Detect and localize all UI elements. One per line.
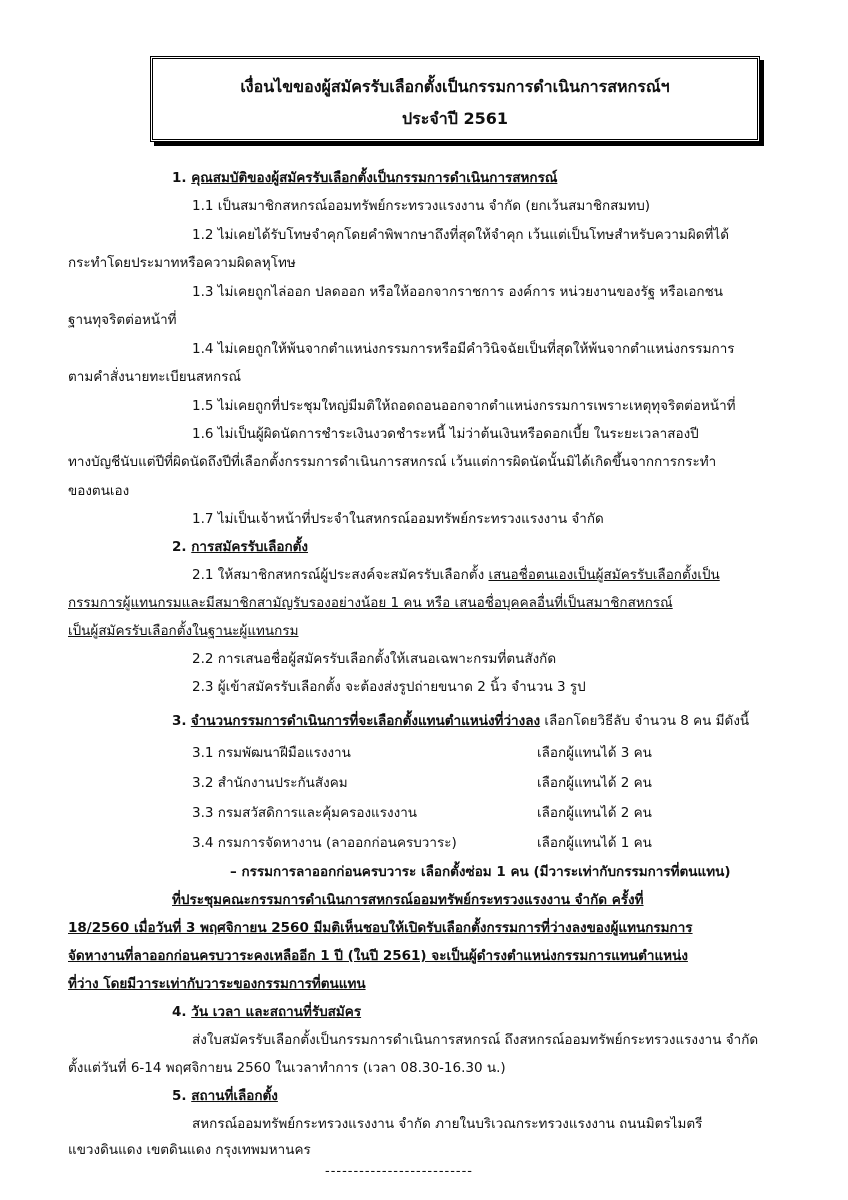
section-5-heading: 5. สถานที่เลือกตั้ง — [172, 1088, 278, 1104]
document-year: ประจำปี 2561 — [402, 109, 508, 128]
title-box — [150, 56, 760, 142]
resolution-line-3: จัดหางานที่ลาออกก่อนครบวาระคงเหลืออีก 1 ปี (ในปี 2561) จะเป็นผู้ดำรงตำแหน่งกรรมการแทนตำแหน่ง — [68, 948, 688, 964]
section-3-heading: 3. จำนวนกรรมการดำเนินการที่จะเลือกตั้งแทนตำแหน่งที่ว่างลง เลือกโดยวิธีลับ จำนวน 8 คน มีดังนี้ — [172, 713, 750, 729]
item-2-1-cont2: เป็นผู้สมัครรับเลือกตั้งในฐานะผู้แทนกรม — [68, 623, 299, 639]
document-title: เงื่อนไขของผู้สมัครรับเลือกตั้งเป็นกรรมการดำเนินการสหกรณ์ฯ — [240, 77, 670, 96]
item-2-1-cont: กรรมการผู้แทนกรมและมีสมาชิกสามัญรับรองอย่างน้อย 1 คน หรือ เสนอชื่อบุคคลอื่นที่เป็นสมาชิกสหกรณ์ — [68, 595, 673, 611]
quota-row-label: 3.2 สำนักงานประกันสังคม — [192, 775, 348, 791]
item-1-6-cont: ทางบัญชีนับแต่ปีที่ผิดนัดถึงปีที่เลือกตั้งกรรมการดำเนินการสหกรณ์ เว้นแต่การผิดนัดนั้นมิได้เกิดขึ้นจากการกระทำ — [68, 454, 717, 470]
item-1-5: 1.5 ไม่เคยถูกที่ประชุมใหญ่มีมติให้ถอดถอนออกจากตำแหน่งกรรมการเพราะเหตุทุจริตต่อหน้าที่ — [192, 398, 736, 414]
resolution-line-1: ที่ประชุมคณะกรรมการดำเนินการสหกรณ์ออมทรัพย์กระทรวงแรงงาน จำกัด ครั้งที่ — [172, 892, 644, 908]
venue-line-1: สหกรณ์ออมทรัพย์กระทรวงแรงงาน จำกัด ภายในบริเวณกระทรวงแรงงาน ถนนมิตรไมตรี — [192, 1116, 703, 1132]
item-2-2: 2.2 การเสนอชื่อผู้สมัครรับเลือกตั้งให้เสนอเฉพาะกรมที่ตนสังกัด — [192, 651, 557, 667]
application-line-2: ตั้งแต่วันที่ 6-14 พฤศจิกายน 2560 ในเวลาทำการ (เวลา 08.30-16.30 น.) — [68, 1060, 506, 1076]
item-1-1: 1.1 เป็นสมาชิกสหกรณ์ออมทรัพย์กระทรวงแรงงาน จำกัด (ยกเว้นสมาชิกสมทบ) — [192, 198, 651, 214]
quota-row-value: เลือกผู้แทนได้ 1 คน — [537, 835, 652, 851]
item-1-3: 1.3 ไม่เคยถูกไล่ออก ปลดออก หรือให้ออกจากราชการ องค์การ หน่วยงานของรัฐ หรือเอกชน — [192, 284, 723, 300]
resolution-line-2: 18/2560 เมื่อวันที่ 3 พฤศจิกายน 2560 มีมติเห็นชอบให้เปิดรับเลือกตั้งกรรมการที่ว่างลงของผู้แทนกรมการ — [68, 920, 693, 936]
application-line-1: ส่งใบสมัครรับเลือกตั้งเป็นกรรมการดำเนินการสหกรณ์ ถึงสหกรณ์ออมทรัพย์กระทรวงแรงงาน จำกัด — [192, 1032, 759, 1048]
item-1-7: 1.7 ไม่เป็นเจ้าหน้าที่ประจำในสหกรณ์ออมทรัพย์กระทรวงแรงงาน จำกัด — [192, 511, 604, 527]
section-3-title: จำนวนกรรมการดำเนินการที่จะเลือกตั้งแทนตำแหน่งที่ว่างลง — [190, 713, 541, 729]
item-1-4-cont: ตามคำสั่งนายทะเบียนสหกรณ์ — [68, 369, 241, 385]
venue-line-2: แขวงดินแดง เขตดินแดง กรุงเทพมหานคร — [68, 1142, 311, 1158]
quota-row-value: เลือกผู้แทนได้ 3 คน — [537, 745, 652, 761]
section-2-title: การสมัครรับเลือกตั้ง — [191, 539, 309, 555]
quota-row-value: เลือกผู้แทนได้ 2 คน — [537, 805, 652, 821]
section-4-title: วัน เวลา และสถานที่รับสมัคร — [191, 1004, 362, 1020]
quota-row-label: 3.3 กรมสวัสดิการและคุ้มครองแรงงาน — [192, 805, 417, 821]
item-1-3-cont: ฐานทุจริตต่อหน้าที่ — [68, 312, 177, 328]
quota-row-value: เลือกผู้แทนได้ 2 คน — [537, 775, 652, 791]
quota-row-label: 3.4 กรมการจัดหางาน (ลาออกก่อนครบวาระ) — [192, 835, 457, 851]
quota-row-label: 3.1 กรมพัฒนาฝีมือแรงงาน — [192, 745, 351, 761]
item-2-1: 2.1 ให้สมาชิกสหกรณ์ผู้ประสงค์จะสมัครรับเลือกตั้ง เสนอชื่อตนเองเป็นผู้สมัครรับเลือกตั้งเป็น — [192, 567, 720, 583]
item-1-6: 1.6 ไม่เป็นผู้ผิดนัดการชำระเงินงวดชำระหนี้ ไม่ว่าต้นเงินหรือดอกเบี้ย ในระยะเวลาสองปี — [192, 426, 699, 442]
section-4-heading: 4. วัน เวลา และสถานที่รับสมัคร — [172, 1004, 362, 1020]
item-1-4: 1.4 ไม่เคยถูกให้พ้นจากตำแหน่งกรรมการหรือมีคำวินิจฉัยเป็นที่สุดให้พ้นจากตำแหน่งกรรมการ — [192, 341, 735, 357]
resolution-line-4: ที่ว่าง โดยมีวาระเท่ากับวาระของกรรมการที่ตนแทน — [68, 976, 366, 992]
section-1-heading: 1. คุณสมบัติของผู้สมัครรับเลือกตั้งเป็นกรรมการดำเนินการสหกรณ์ — [172, 170, 558, 186]
section-3-tail: เลือกโดยวิธีลับ จำนวน 8 คน มีดังนี้ — [540, 713, 750, 729]
item-1-2: 1.2 ไม่เคยได้รับโทษจำคุกโดยคำพิพากษาถึงที่สุดให้จำคุก เว้นแต่เป็นโทษสำหรับความผิดที่ได้ — [192, 227, 729, 243]
section-5-title: สถานที่เลือกตั้ง — [191, 1088, 278, 1104]
section-2-heading: 2. การสมัครรับเลือกตั้ง — [172, 539, 309, 555]
end-rule: -------------------------- — [325, 1164, 473, 1179]
item-1-2-cont: กระทำโดยประมาทหรือความผิดลหุโทษ — [68, 255, 296, 271]
item-1-6-cont2: ของตนเอง — [68, 483, 130, 499]
item-2-3: 2.3 ผู้เข้าสมัครรับเลือกตั้ง จะต้องส่งรูปถ่ายขนาด 2 นิ้ว จำนวน 3 รูป — [192, 679, 586, 695]
by-election-note: – กรรมการลาออกก่อนครบวาระ เลือกตั้งซ่อม 1 คน (มีวาระเท่ากับกรรมการที่ตนแทน) — [230, 864, 731, 880]
section-1-title: คุณสมบัติของผู้สมัครรับเลือกตั้งเป็นกรรมการดำเนินการสหกรณ์ — [191, 170, 558, 186]
